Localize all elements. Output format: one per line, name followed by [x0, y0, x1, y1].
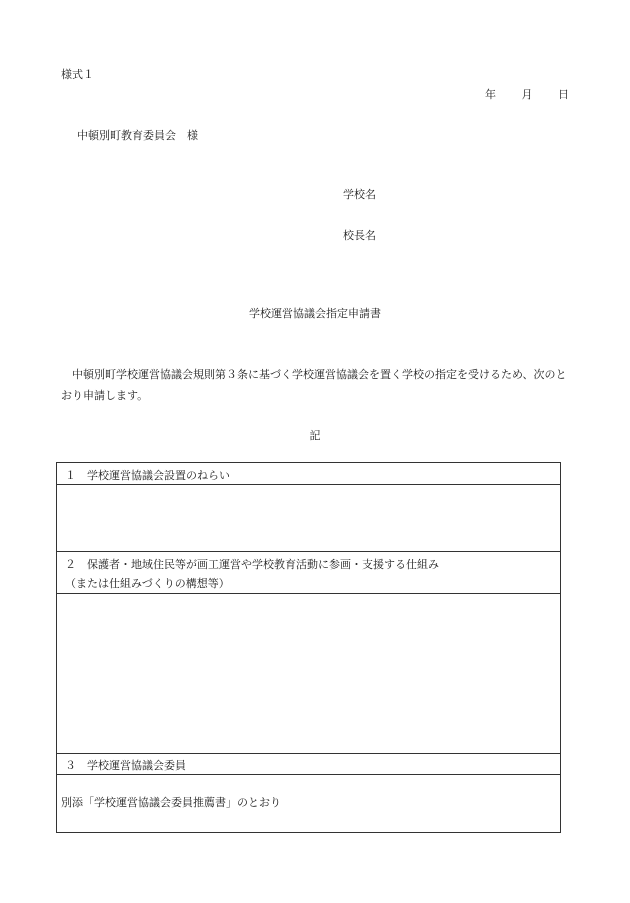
application-table: [56, 462, 561, 833]
section-1-heading: １ 学校運営協議会設置のねらい: [65, 469, 230, 482]
table-divider: [57, 593, 560, 594]
date-year: 年: [485, 88, 496, 101]
ki-marker: 記: [309, 429, 321, 442]
section-2-heading-line2: （または仕組みづくりの構想等）: [65, 577, 230, 590]
table-divider: [57, 774, 560, 775]
form-number: 様式１: [61, 68, 94, 81]
section-3-heading: ３ 学校運営協議会委員: [65, 759, 186, 772]
document-title: 学校運営協議会指定申請書: [249, 307, 381, 320]
date-line: [485, 86, 591, 102]
section-3-content: 別添「学校運営協議会委員推薦書」のとおり: [61, 796, 281, 809]
body-paragraph: 中頓別町学校運営協議会規則第３条に基づく学校運営協議会を置く学校の指定を受けるため、次のとおり申請します。: [61, 368, 567, 402]
principal-name-label: 校長名: [343, 229, 376, 242]
table-divider: [57, 484, 560, 485]
section-2-heading: [57, 551, 560, 593]
school-name-label: 学校名: [343, 188, 376, 201]
date-month: 月: [521, 88, 533, 101]
date-day: 日: [558, 88, 569, 101]
section-2-heading-line1: ２ 保護者・地域住民等が画工運営や学校教育活動に参画・支援する仕組み: [65, 558, 439, 571]
addressee: 中頓別町教育委員会 様: [77, 129, 198, 142]
